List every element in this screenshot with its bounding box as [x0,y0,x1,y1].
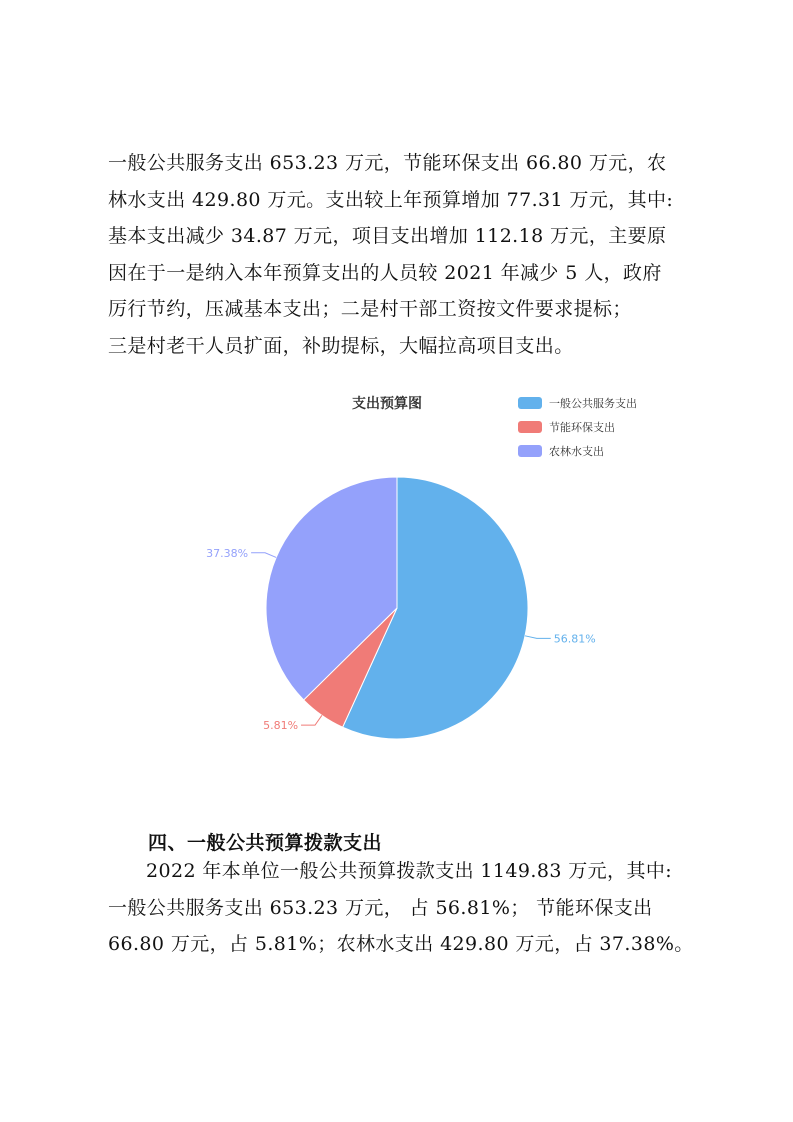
paragraph-line: 基本支出减少 34.87 万元，项目支出增加 112.18 万元，主要原 [108,225,667,247]
paragraph-line: 因在于一是纳入本年预算支出的人员较 2021 年减少 5 人，政府 [108,261,662,284]
section-heading: 四、一般公共预算拨款支出 [148,832,383,854]
legend-label: 一般公共服务支出 [549,397,637,410]
legend-label: 农林水支出 [549,445,604,458]
paragraph-line: 2022 年本单位一般公共预算拨款支出 1149.83 万元，其中: [146,860,673,882]
slice-label: 37.38% [206,546,249,560]
paragraph-line: 一般公共服务支出 653.23 万元， 占 56.81%； 节能环保支出 [108,896,653,919]
slice-label: 56.81% [553,632,596,646]
pie-chart [180,385,660,765]
chart-title: 支出预算图 [352,396,422,412]
paragraph-line: 66.80 万元，占 5.81%；农林水支出 429.80 万元，占 37.38%。 [108,933,694,955]
legend-label: 节能环保支出 [549,421,615,434]
leader-line [525,636,551,639]
paragraph-line: 林水支出 429.80 万元。支出较上年预算增加 77.31 万元，其中: [108,188,674,211]
budget-summary-paragraph [108,145,688,364]
leader-line [301,715,322,725]
paragraph-line: 厉行节约，压减基本支出；二是村干部工资按文件要求提标； [108,298,632,320]
leader-line [251,553,276,558]
slice-label: 5.81% [263,719,299,733]
appropriation-paragraph [108,853,694,963]
paragraph-line: 一般公共服务支出 653.23 万元，节能环保支出 66.80 万元，农 [108,152,667,174]
paragraph-line: 三是村老干人员扩面，补助提标，大幅拉高项目支出。 [108,334,574,357]
